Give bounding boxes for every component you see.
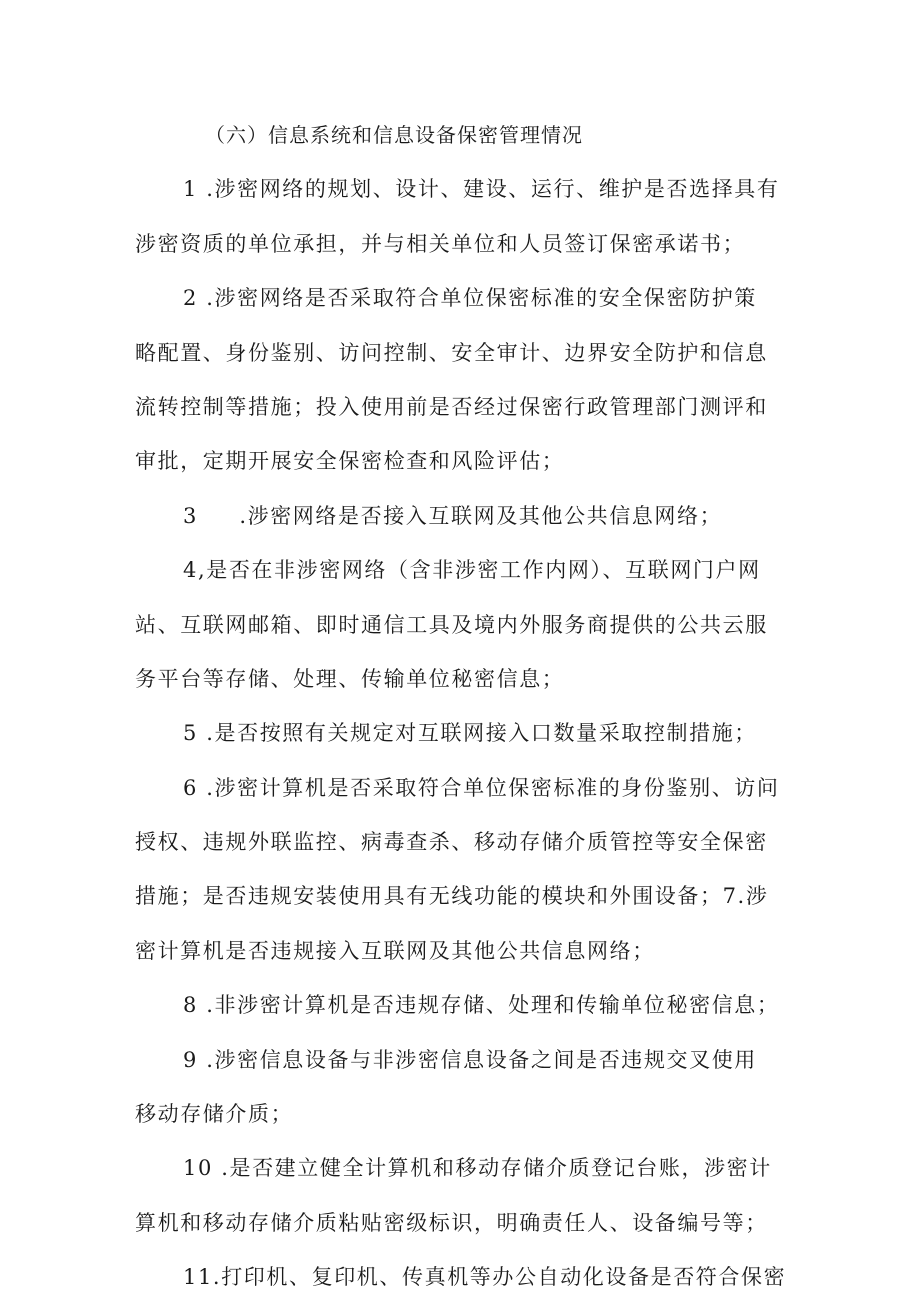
item-2-line-4: 审批，定期开展安全保密检查和风险评估； — [135, 449, 565, 474]
item-3-line-1: 3 .涉密网络是否接入互联网及其他公共信息网络； — [183, 503, 723, 528]
item-2-line-1: 2 .涉密网络是否采取符合单位保密标准的安全保密防护策 — [183, 286, 757, 311]
item-11-line-1: 11.打印机、复印机、传真机等办公自动化设备是否符合保密 — [183, 1265, 787, 1290]
section-heading: （六）信息系统和信息设备保密管理情况 — [205, 123, 583, 147]
item-7-line-1: 密计算机是否违规接入互联网及其他公共信息网络； — [135, 938, 655, 963]
item-2-line-3: 流转控制等措施；投入使用前是否经过保密行政管理部门测评和 — [135, 394, 768, 419]
item-2-line-2: 略配置、身份鉴别、访问控制、安全审计、边界安全防护和信息 — [135, 340, 768, 365]
item-5-line-1: 5 .是否按照有关规定对互联网接入口数量采取控制措施； — [183, 721, 757, 746]
item-6-line-3: 措施；是否违规安装使用具有无线功能的模块和外围设备；7.涉 — [135, 884, 769, 909]
item-4-line-1: 4,是否在非涉密网络（含非涉密工作内网）、互联网门户网 — [183, 558, 761, 583]
item-1-line-2: 涉密资质的单位承担，并与相关单位和人员签订保密承诺书； — [135, 231, 746, 256]
item-6-line-1: 6 .涉密计算机是否采取符合单位保密标准的身份鉴别、访问 — [183, 775, 780, 800]
item-8-line-1: 8 .非涉密计算机是否违规存储、处理和传输单位秘密信息； — [183, 993, 780, 1018]
item-6-line-2: 授权、违规外联监控、病毒查杀、移动存储介质管控等安全保密 — [135, 830, 768, 855]
item-1-line-1: 1 .涉密网络的规划、设计、建设、运行、维护是否选择具有 — [183, 177, 780, 202]
item-10-line-1: 10 .是否建立健全计算机和移动存储介质登记台账，涉密计 — [183, 1156, 772, 1181]
item-10-line-2: 算机和移动存储介质粘贴密级标识，明确责任人、设备编号等； — [135, 1210, 768, 1235]
item-4-line-3: 务平台等存储、处理、传输单位秘密信息； — [135, 666, 565, 691]
document-body — [135, 108, 795, 1305]
item-9-line-2: 移动存储介质； — [135, 1102, 294, 1127]
item-9-line-1: 9 .涉密信息设备与非涉密信息设备之间是否违规交叉使用 — [183, 1047, 757, 1072]
item-4-line-2: 站、互联网邮箱、即时通信工具及境内外服务商提供的公共云服 — [135, 612, 768, 637]
